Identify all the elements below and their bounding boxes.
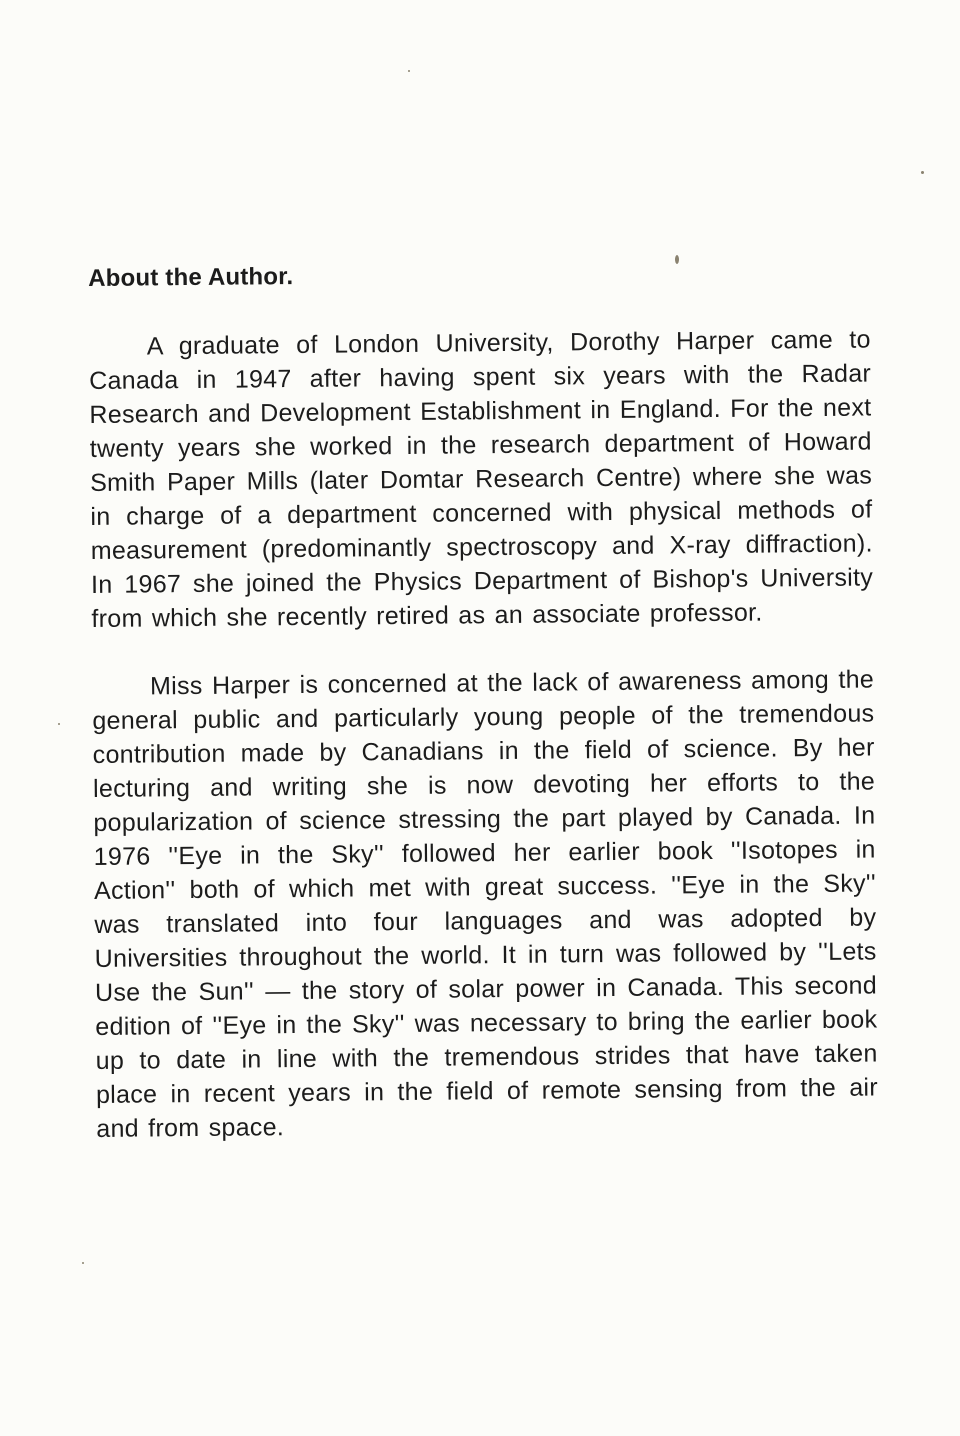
paper-speck bbox=[58, 723, 60, 725]
paper-speck bbox=[408, 70, 410, 72]
paper-speck bbox=[82, 1262, 84, 1264]
biography-paragraph: Miss Harper is concerned at the lack of awareness among the general public and particularly young people of the tremendous contribution made by Canadians in the field of science. By her lecturing and writing she is now devoting her efforts to the popularization of science stressing the part played by Canada. In 1976 ''Eye in the Sky'' followed her earlier book ''Isotopes in Action'' both of which met with great success. ''Eye in the Sky'' was translated into four languages and was adopted by Universities throughout the world. It in turn was followed by ''Lets Use the Sun'' — the story of solar power in Canada. This second edition of ''Eye in the Sky'' was necessary to bring the earlier book up to date in line with the tremendous strides that have taken place in recent years in the field of remote sensing from the air and from space. bbox=[92, 665, 879, 1143]
biography-paragraph: A graduate of London University, Dorothy Harper came to Canada in 1947 after having spent six years with the Radar Research and Development Establishment in England. For the next twenty years she worked in the research department of Howard Smith Paper Mills (later Domtar Research Centre) where she was in charge of a department concerned with physical methods of measurement (predominantly spectroscopy and X-ray diffraction). In 1967 she joined the Physics Department of Bishop's University from which she recently retired as an associate professor. bbox=[89, 325, 874, 633]
section-heading: About the Author. bbox=[88, 263, 294, 292]
paper-speck bbox=[921, 171, 924, 174]
about-author-section bbox=[88, 254, 878, 1145]
